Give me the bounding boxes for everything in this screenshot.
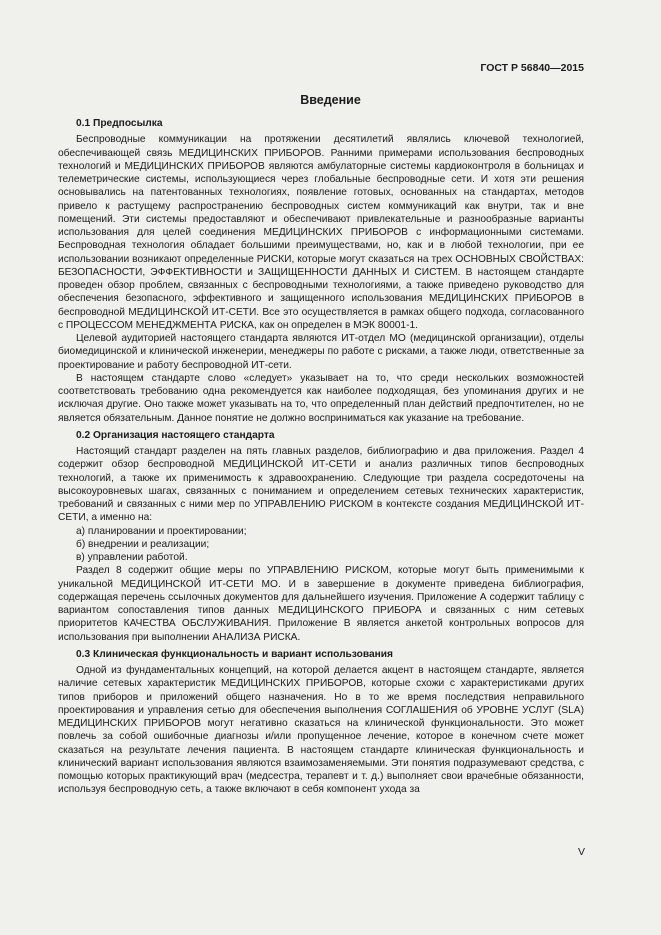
section-heading: 0.3 Клиническая функциональность и вариант использования bbox=[76, 648, 393, 660]
list-item: б) внедрении и реализации; bbox=[76, 538, 210, 550]
paragraph: Беспроводные коммуникации на протяжении десятилетий являлись ключевой технологией, обеспечивающей связь МЕДИЦИНСКИХ ПРИБОРОВ. Ранними примерами использования беспроводных технологий и МЕДИЦИНСКИХ ПРИБОРОВ являются амбулаторные системы кардиоконтроля в больницах и телеметрические системы, использующиеся через глобальные беспроводные сети. И хотя эти решения основывались на патентованных технологиях, появление готовых, основанных на стандартах, методов привело к растущему распространению беспроводных систем коммуникаций как внутри, так и вне помещений. Эти системы предоставляют и обеспечивают привлекательные и разнообразные варианты использования для целей соединения МЕДИЦИНСКИХ ПРИБОРОВ с информационными системами. Беспроводная технология обладает большими преимуществами, но, как и в любой технологии, при ее использовании возникают определенные РИСКИ, которые могут сказаться на трех ОСНОВНЫХ СВОЙСТВАХ: БЕЗОПАСНОСТИ, ЭФФЕКТИВНОСТИ и ЗАЩИЩЕННОСТИ ДАННЫХ И СИСТЕМ. В настоящем стандарте проведен обзор проблем, связанных с беспроводными технологиями, а также приведено руководство для обеспечения безопасного, эффективного и защищенного использования МЕДИЦИНСКИХ ПРИБОРОВ в беспроводной МЕДИЦИНСКОЙ ИТ-СЕТИ. Все это осуществляется в рамках общего подхода, согласованного с ПРОЦЕССОМ МЕНЕДЖМЕНТА РИСКА, как он определен в МЭК 80001-1. bbox=[58, 134, 584, 331]
page-title: Введение bbox=[300, 93, 361, 107]
list-item: а) планировании и проектировании; bbox=[76, 525, 247, 537]
paragraph: В настоящем стандарте слово «следует» указывает на то, что среди нескольких возможностей соответствовать требованию одна рекомендуется как наиболее подходящая, без упоминания других и не исключая другие. Оно также может указывать на то, что определенный план действий предпочтителен, но не является обязательным. Данное понятие не должно восприниматься как указание на требование. bbox=[58, 372, 584, 424]
paragraph: Раздел 8 содержит общие меры по УПРАВЛЕНИЮ РИСКОМ, которые могут быть применимыми к уникальной МЕДИЦИНСКОЙ ИТ-СЕТИ МО. И в завершение в документе приведена библиография, содержащая перечень ссылочных документов для дальнейшего изучения. Приложение А содержит таблицу с вариантом сопоставления типов данных МЕДИЦИНСКОГО ПРИБОРА и связанных с ним сетевых приоритетов КАЧЕСТВА ОБСЛУЖИВАНИЯ. Приложение В является анкетой контрольных вопросов для использования при выполнении АНАЛИЗА РИСКА. bbox=[58, 565, 584, 643]
paragraph: Целевой аудиторией настоящего стандарта являются ИТ-отдел МО (медицинской организации), отделы биомедицинской и клинической инженерии, менеджеры по работе с рисками, а также люди, ответственные за проектирование и работу беспроводной ИТ-сети. bbox=[58, 333, 584, 371]
section-heading: 0.1 Предпосылка bbox=[76, 118, 163, 129]
standard-header: ГОСТ Р 56840—2015 bbox=[480, 62, 584, 74]
page-number: V bbox=[577, 846, 585, 858]
list-item: в) управлении работой. bbox=[76, 552, 188, 563]
paragraph: Одной из фундаментальных концепций, на которой делается акцент в настоящем стандарте, является наличие сетевых характеристик МЕДИЦИНСКИХ ПРИБОРОВ, которые схожи с характеристиками других типов приборов и приложений общего назначения. Но в то же время последствия неправильного проектирования и управления сетью для обеспечения выполнения СОГЛАШЕНИЯ об УРОВНЕ УСЛУГ (SLA) МЕДИЦИНСКИХ ПРИБОРОВ могут негативно сказаться на клинической функциональности. Это может повлечь за собой ошибочные диагнозы и/или пропущенное лечение, которое в конечном счете может сказаться на результате лечения пациента. В настоящем стандарте клиническая функциональность и клинический вариант использования являются взаимозаменяемыми. Эти понятия подразумевают средства, с помощью которых практикующий врач (медсестра, терапевт и т. д.) выполняет свои врачебные обязанности, используя беспроводную сеть, а также включают в себя компонент ухода за bbox=[58, 665, 584, 796]
paragraph: Настоящий стандарт разделен на пять главных разделов, библиографию и два приложения. Раздел 4 содержит обзор беспроводной МЕДИЦИНСКОЙ ИТ-СЕТИ и анализ различных типов беспроводных технологий, а также их применимость к здравоохранению. Следующие три раздела сосредоточены на высокоуровневых шагах, связанных с пониманием и определением сетевых технических характеристик, требований и связанных с ними мер по УПРАВЛЕНИЮ РИСКОМ в контексте создания МЕДИЦИНСКОЙ ИТ-СЕТИ, а именно на: bbox=[58, 446, 584, 524]
section-heading: 0.2 Организация настоящего стандарта bbox=[76, 429, 275, 441]
document-body bbox=[58, 117, 584, 797]
